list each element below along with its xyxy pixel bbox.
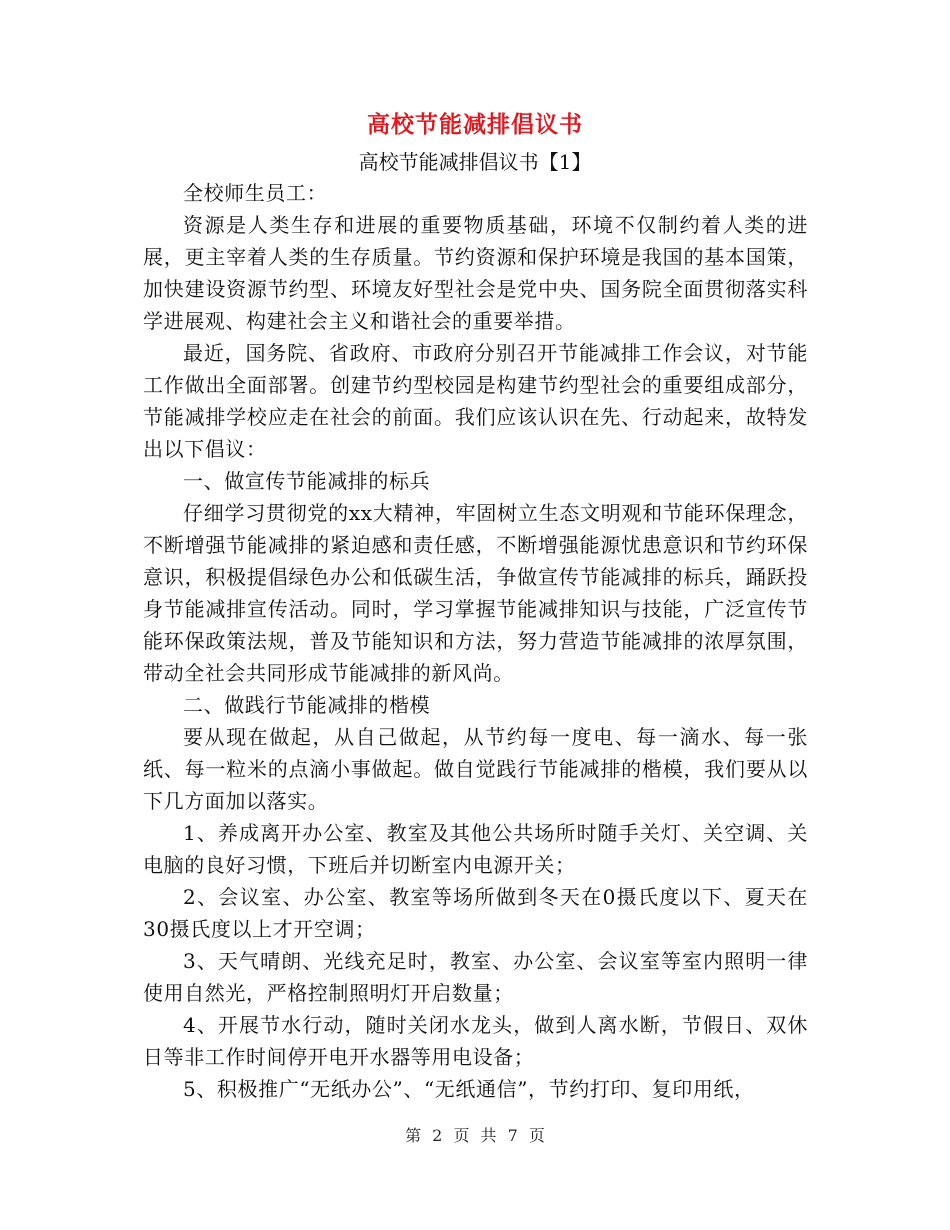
list-item: 4、开展节水行动，随时关闭水龙头，做到人离水断，节假日、双休日等非工作时间停开电开水器等用电设备； — [143, 1013, 808, 1069]
section-heading: 一、做宣传节能减排的标兵 — [183, 469, 431, 493]
paragraph: 要从现在做起，从自己做起，从节约每一度电、每一滴水、每一张纸、每一粒米的点滴小事做起。做自觉践行节能减排的楷模，我们要从以下几方面加以落实。 — [143, 725, 808, 813]
paragraph: 最近，国务院、省政府、市政府分别召开节能减排工作会议，对节能工作做出全面部署。创建节约型校园是构建节约型社会的重要组成部分，节能减排学校应走在社会的前面。我们应该认识在先、行动起来，故特发出以下倡议： — [143, 341, 808, 461]
list-item: 3、天气晴朗、光线充足时，教室、办公室、会议室等室内照明一律使用自然光，严格控制照明灯开启数量； — [143, 949, 808, 1005]
document-subtitle: 高校节能减排倡议书【1】 — [358, 150, 592, 174]
section-heading: 二、做践行节能减排的楷模 — [183, 693, 431, 717]
salutation: 全校师生员工： — [183, 181, 328, 205]
list-item: 2、会议室、办公室、教室等场所做到冬天在0摄氏度以下、夏天在30摄氏度以上才开空调； — [143, 885, 808, 941]
list-item: 1、养成离开办公室、教室及其他公共场所时随手关灯、关空调、关电脑的良好习惯，下班后并切断室内电源开关； — [143, 821, 808, 877]
list-item: 5、积极推广“无纸办公”、“无纸通信”，节约打印、复印用纸， — [183, 1077, 755, 1101]
paragraph: 资源是人类生存和进展的重要物质基础，环境不仅制约着人类的进展，更主宰着人类的生存质量。节约资源和保护环境是我国的基本国策，加快建设资源节约型、环境友好型社会是党中央、国务院全面贯彻落实科学进展观、构建社会主义和谐社会的重要举措。 — [143, 213, 808, 333]
document-body — [143, 177, 808, 1105]
document-title: 高校节能减排倡议书 — [367, 111, 583, 138]
page-number: 第 2 页 共 7 页 — [405, 1126, 545, 1145]
paragraph: 仔细学习贯彻党的xx大精神，牢固树立生态文明观和节能环保理念，不断增强节能减排的紧迫感和责任感，不断增强能源忧患意识和节约环保意识，积极提倡绿色办公和低碳生活，争做宣传节能减排的标兵，踊跃投身节能减排宣传活动。同时，学习掌握节能减排知识与技能，广泛宣传节能环保政策法规，普及节能知识和方法，努力营造节能减排的浓厚氛围，带动全社会共同形成节能减排的新风尚。 — [143, 501, 808, 685]
